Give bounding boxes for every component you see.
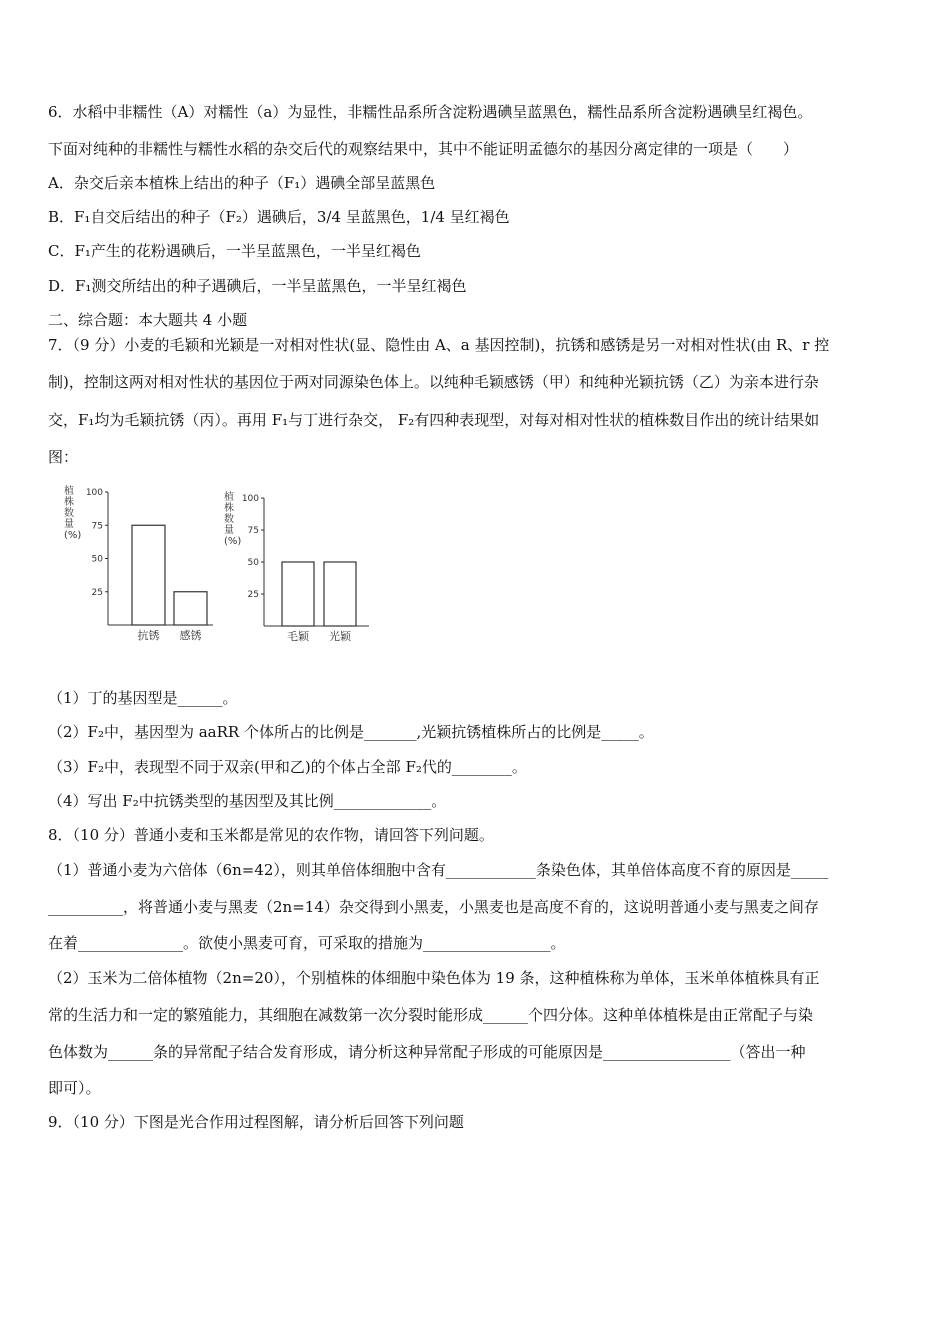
q6-option-b: B．F₁自交后结出的种子（F₂）遇碘后，3/4 呈蓝黑色，1/4 呈红褐色 xyxy=(48,208,510,226)
y-axis-label-char: 数 xyxy=(64,508,74,519)
q8-stem-line-7: 色体数为______条的异常配子结合发育形成，请分析这种异常配子形成的可能原因是_________________（答出一种 xyxy=(48,1043,806,1061)
bar-毛颖 xyxy=(282,562,314,626)
section-heading: 二、综合题：本大题共 4 小题 xyxy=(48,311,248,329)
x-category-label: 抗锈 xyxy=(137,629,160,642)
x-category-label: 光颖 xyxy=(329,630,351,643)
q7-stem-line-2: 制)，控制这两对相对性状的基因位于两对同源染色体上。以纯种毛颖感锈（甲）和纯种光颖抗锈（乙）为亲本进行杂 xyxy=(48,373,819,391)
q8-stem-line-5: （2）玉米为二倍体植物（2n=20），个别植株的体细胞中染色体为 19 条，这种植株称为单体，玉米单体植株具有正 xyxy=(48,969,820,987)
q6-stem-line-1: 6．水稻中非糯性（A）对糯性（a）为显性，非糯性品系所含淀粉遇碘呈蓝黑色，糯性品系所含淀粉遇碘呈红褐色。 xyxy=(48,103,813,121)
q7-stem-line-3: 交，F₁均为毛颖抗锈（丙）。再用 F₁与丁进行杂交， F₂有四种表现型，对每对相对性状的植株数目作出的统计结果如 xyxy=(48,411,820,429)
y-axis-label-char: 量 xyxy=(224,525,234,536)
q9-stem-line-1: 9．（10 分）下图是光合作用过程图解，请分析后回答下列问题 xyxy=(48,1113,464,1131)
y-axis-label-char: 数 xyxy=(224,514,234,525)
y-axis-label-char: 植 xyxy=(224,492,234,503)
q6-option-a: A．杂交后亲本植株上结出的种子（F₁）遇碘全部呈蓝黑色 xyxy=(48,174,436,192)
q7-sub-3: （3）F₂中，表现型不同于双亲(甲和乙)的个体占全部 F₂代的________。 xyxy=(48,758,527,776)
q6-stem-line-2: 下面对纯种的非糯性与糯性水稻的杂交后代的观察结果中，其中不能证明孟德尔的基因分离定律的一项是（ ） xyxy=(48,140,799,158)
y-tick-label: 25 xyxy=(247,590,259,600)
q6-option-d: D．F₁测交所结出的种子遇碘后，一半呈蓝黑色，一半呈红褐色 xyxy=(48,277,467,295)
bar-光颖 xyxy=(324,562,356,626)
q6-option-c: C．F₁产生的花粉遇碘后，一半呈蓝黑色，一半呈红褐色 xyxy=(48,242,421,260)
x-category-label: 毛颖 xyxy=(287,630,309,643)
x-category-label: 感锈 xyxy=(179,629,202,642)
q7-stem-line-1: 7．（9 分）小麦的毛颖和光颖是一对相对性状(显、隐性由 A、a 基因控制)，抗锈和感锈是另一对相对性状(由 R、r 控 xyxy=(48,336,830,354)
y-axis-label-char: 量 xyxy=(64,519,74,530)
y-axis-label-char: 植 xyxy=(64,486,74,497)
q8-stem-line-8: 即可）。 xyxy=(48,1079,101,1097)
q8-stem-line-6: 常的生活力和一定的繁殖能力，其细胞在减数第一次分裂时能形成______个四分体。这种单体植株是由正常配子与染 xyxy=(48,1006,814,1024)
q7-sub-4: （4）写出 F₂中抗锈类型的基因型及其比例_____________。 xyxy=(48,792,447,810)
y-tick-label: 100 xyxy=(241,494,259,504)
q8-stem-line-1: 8．（10 分）普通小麦和玉米都是常见的农作物，请回答下列问题。 xyxy=(48,826,494,844)
y-axis-label-char: (%) xyxy=(64,530,82,541)
y-tick-label: 75 xyxy=(91,521,103,532)
y-tick-label: 25 xyxy=(91,587,103,598)
y-tick-label: 50 xyxy=(91,554,103,565)
bar-chart-rust-resistance xyxy=(60,482,220,652)
y-tick-label: 50 xyxy=(247,558,259,568)
bar-感锈 xyxy=(174,592,207,625)
q7-sub-2: （2）F₂中，基因型为 aaRR 个体所占的比例是_______,光颖抗锈植株所占的比例是_____。 xyxy=(48,723,654,741)
q7-stem-line-4: 图： xyxy=(48,448,79,466)
q8-stem-line-4: 在着______________。欲使小黑麦可育，可采取的措施为_________________。 xyxy=(48,934,566,952)
y-tick-label: 75 xyxy=(247,526,259,536)
q8-stem-line-2: （1）普通小麦为六倍体（6n=42），则其单倍体细胞中含有____________条染色体，其单倍体高度不育的原因是_____ xyxy=(48,861,829,879)
y-axis-label-char: 株 xyxy=(64,497,74,508)
bar-chart-glume-type xyxy=(220,488,370,653)
q8-stem-line-3: __________，将普通小麦与黑麦（2n=14）杂交得到小黑麦，小黑麦也是高度不育的，这说明普通小麦与黑麦之间存 xyxy=(48,898,819,916)
q7-sub-1: （1）丁的基因型是______。 xyxy=(48,689,238,707)
bar-抗锈 xyxy=(132,525,165,625)
y-axis-label-char: (%) xyxy=(224,536,242,547)
y-axis-label-char: 株 xyxy=(224,503,234,514)
y-tick-label: 100 xyxy=(85,488,103,498)
